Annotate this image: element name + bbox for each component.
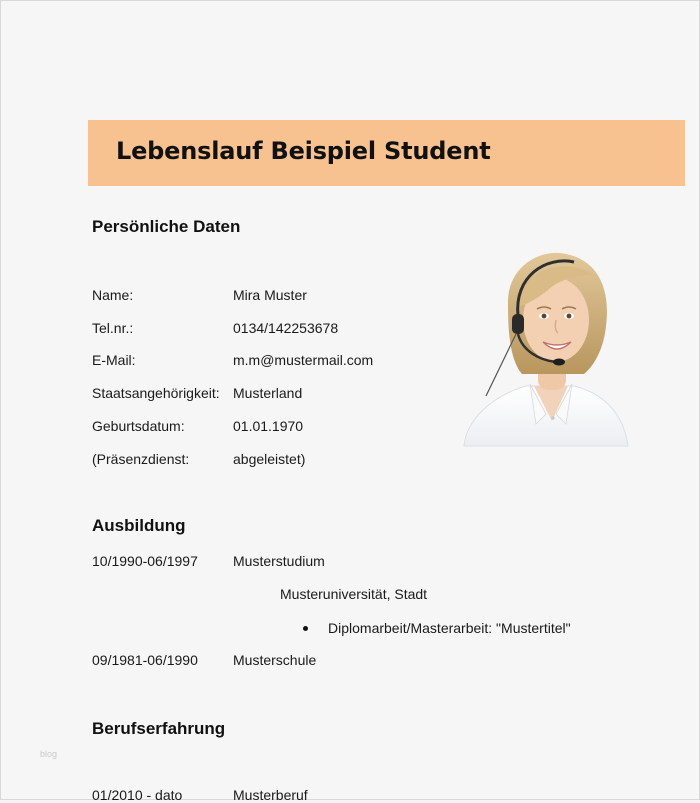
education-period-2: 09/1981-06/1990 (92, 652, 198, 668)
value-phone: 0134/142253678 (233, 320, 339, 336)
label-name: Name: (92, 287, 134, 303)
label-phone: Tel.nr.: (92, 320, 134, 336)
section-heading-education: Ausbildung (92, 516, 186, 535)
experience-period-1: 01/2010 - dato (92, 787, 183, 803)
value-name: Mira Muster (233, 287, 307, 303)
watermark: blog (40, 749, 58, 759)
section-heading-personal: Persönliche Daten (92, 217, 241, 236)
section-heading-experience: Berufserfahrung (92, 719, 226, 738)
page-title: Lebenslauf Beispiel Student (116, 137, 491, 165)
portrait-photo-headset (456, 246, 631, 456)
experience-title-1: Musterberuf (233, 787, 308, 803)
education-title-1: Musterstudium (233, 553, 325, 569)
label-birthdate: Geburtsdatum: (92, 418, 185, 434)
education-period-1: 10/1990-06/1997 (92, 553, 198, 569)
education-bullet-text-1: Diplomarbeit/Masterarbeit: "Mustertitel" (328, 620, 571, 636)
education-title-2: Musterschule (233, 652, 317, 668)
value-email: m.m@mustermail.com (233, 352, 374, 368)
label-service: (Präsenzdienst: (92, 451, 190, 467)
value-birthdate: 01.01.1970 (233, 418, 304, 434)
label-nationality: Staatsangehörigkeit: (92, 385, 220, 401)
title-banner (88, 120, 685, 186)
bullet-icon (303, 626, 308, 631)
education-detail-1: Musteruniversität, Stadt (280, 586, 428, 602)
value-nationality: Musterland (233, 385, 303, 401)
label-email: E-Mail: (92, 352, 136, 368)
value-service: abgeleistet) (233, 451, 306, 467)
